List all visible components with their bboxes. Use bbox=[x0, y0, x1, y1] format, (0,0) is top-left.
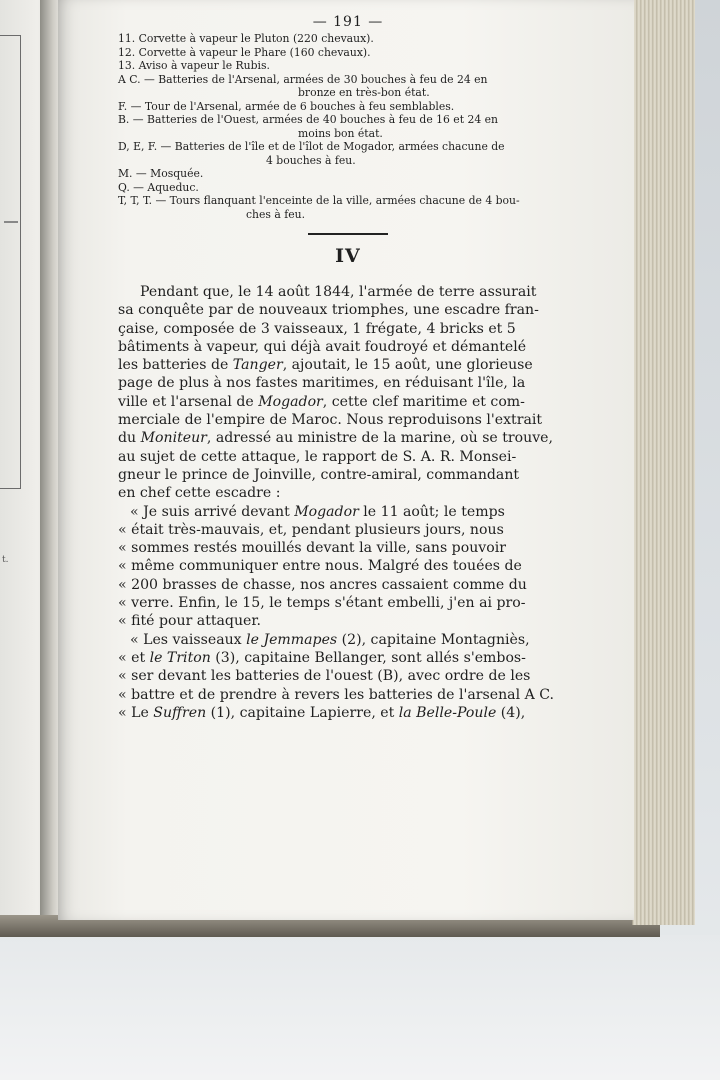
map-plate-edge bbox=[0, 35, 21, 489]
legend-key: Q. bbox=[118, 180, 130, 194]
book-page bbox=[58, 0, 634, 920]
legend-continuation: ches à feu. bbox=[246, 207, 306, 221]
legend-continuation: 4 bouches à feu. bbox=[266, 153, 356, 167]
map-plate-mark bbox=[4, 221, 18, 223]
legend-entry bbox=[118, 100, 578, 114]
text-line: çaise, composée de 3 vaisseaux, 1 frégate, 4 bricks et 5 bbox=[118, 320, 516, 337]
legend-entry bbox=[118, 73, 578, 87]
legend-entry bbox=[118, 194, 578, 208]
page-edges bbox=[632, 0, 695, 925]
text-line: « même communiquer entre nous. Malgré des touées de bbox=[118, 558, 522, 575]
text-line: « sommes restés mouillés devant la ville, sans pouvoir bbox=[118, 540, 506, 557]
legend-text: — Batteries de l'Arsenal, armées de 30 bouches à feu de 24 en bbox=[140, 72, 488, 86]
text-line: Pendant que, le 14 août 1844, l'armée de terre assurait bbox=[140, 284, 537, 300]
text-line: les batteries de Tanger, ajoutait, le 15 août, une glorieuse bbox=[118, 357, 533, 374]
page-number: — 191 — bbox=[312, 14, 384, 30]
text-line: « ser devant les batteries de l'ouest (B), avec ordre de les bbox=[118, 668, 531, 685]
legend-entry bbox=[118, 140, 578, 154]
text-line: page de plus à nos fastes maritimes, en réduisant l'île, la bbox=[118, 375, 526, 392]
legend-key: B. bbox=[118, 113, 130, 126]
paragraph-intro bbox=[118, 283, 578, 503]
text-line: du Moniteur, adressé au ministre de la marine, où se trouve, bbox=[118, 430, 554, 447]
text-line: bâtiments à vapeur, qui déjà avait foudroyé et démantelé bbox=[118, 338, 527, 355]
legend-key: D, E, F. bbox=[118, 140, 158, 153]
legend-text: — Tours flanquant l'enceinte de la ville, armées chacune de 4 bou- bbox=[152, 194, 520, 207]
paragraph-quote-2 bbox=[118, 631, 578, 722]
text-line: ville et l'arsenal de Mogador, cette clef maritime et com- bbox=[118, 393, 525, 410]
legend-text: — Mosquée. bbox=[132, 167, 204, 180]
legend-key: A C. bbox=[118, 72, 141, 86]
legend-key: T, T, T. bbox=[118, 194, 153, 207]
legend-entry bbox=[118, 167, 578, 181]
legend-key: 11. bbox=[118, 32, 136, 45]
legend-continuation: moins bon état. bbox=[298, 126, 383, 140]
legend-text: — Tour de l'Arsenal, armée de 6 bouches à feu semblables. bbox=[127, 99, 455, 113]
text-line: « verre. Enfin, le 15, le temps s'étant embelli, j'en ai pro- bbox=[118, 595, 526, 612]
legend-entry bbox=[118, 46, 578, 60]
legend-entry bbox=[118, 113, 578, 127]
left-page-note: t. bbox=[2, 555, 9, 565]
text-line: merciale de l'empire de Maroc. Nous reproduisons l'extrait bbox=[118, 412, 543, 429]
body-text bbox=[118, 283, 578, 722]
text-line: en chef cette escadre : bbox=[118, 485, 281, 502]
legend-entry bbox=[118, 32, 578, 46]
text-line: « battre et de prendre à revers les batteries de l'arsenal A C. bbox=[118, 686, 554, 703]
legend-key: 12. bbox=[118, 45, 136, 59]
legend-text: — Batteries de l'île et de l'îlot de Mogador, armées chacune de bbox=[157, 140, 505, 153]
legend-key: 13. bbox=[118, 59, 136, 72]
paragraph-quote-1 bbox=[118, 503, 578, 631]
text-line: au sujet de cette attaque, le rapport de S. A. R. Monsei- bbox=[118, 448, 517, 465]
text-line: sa conquête par de nouveaux triomphes, une escadre fran- bbox=[118, 302, 539, 319]
page-content bbox=[118, 14, 578, 722]
text-line: « 200 brasses de chasse, nos ancres cassaient comme du bbox=[118, 576, 527, 593]
legend-key: F. bbox=[118, 99, 128, 113]
text-line: « Les vaisseaux le Jemmapes (2), capitaine Montagniès, bbox=[130, 631, 530, 648]
map-legend bbox=[118, 32, 578, 221]
text-line: « fité pour attaquer. bbox=[118, 613, 262, 630]
text-line: « était très-mauvais, et, pendant plusieurs jours, nous bbox=[118, 521, 504, 538]
text-line: gneur le prince de Joinville, contre-amiral, commandant bbox=[118, 466, 520, 483]
legend-entry bbox=[118, 59, 578, 73]
legend-text: Aviso à vapeur le Rubis. bbox=[135, 59, 270, 72]
text-line: « et le Triton (3), capitaine Bellanger, sont allés s'embos- bbox=[118, 649, 526, 666]
section-title: IV bbox=[335, 245, 361, 267]
legend-entry bbox=[118, 181, 578, 195]
text-line: « Je suis arrivé devant Mogador le 11 août; le temps bbox=[130, 503, 505, 520]
legend-continuation: bronze en très-bon état. bbox=[298, 86, 430, 99]
text-line: « Le Suffren (1), capitaine Lapierre, et la Belle-Poule (4), bbox=[118, 704, 526, 721]
legend-text: — Batteries de l'Ouest, armées de 40 bouches à feu de 16 et 24 en bbox=[129, 113, 498, 126]
section-rule bbox=[308, 233, 388, 235]
legend-text: Corvette à vapeur le Phare (160 chevaux). bbox=[135, 45, 371, 59]
legend-key: M. bbox=[118, 167, 133, 180]
legend-text: Corvette à vapeur le Pluton (220 chevaux). bbox=[135, 32, 374, 45]
legend-text: — Aqueduc. bbox=[129, 180, 199, 194]
table-surface bbox=[0, 935, 720, 1080]
